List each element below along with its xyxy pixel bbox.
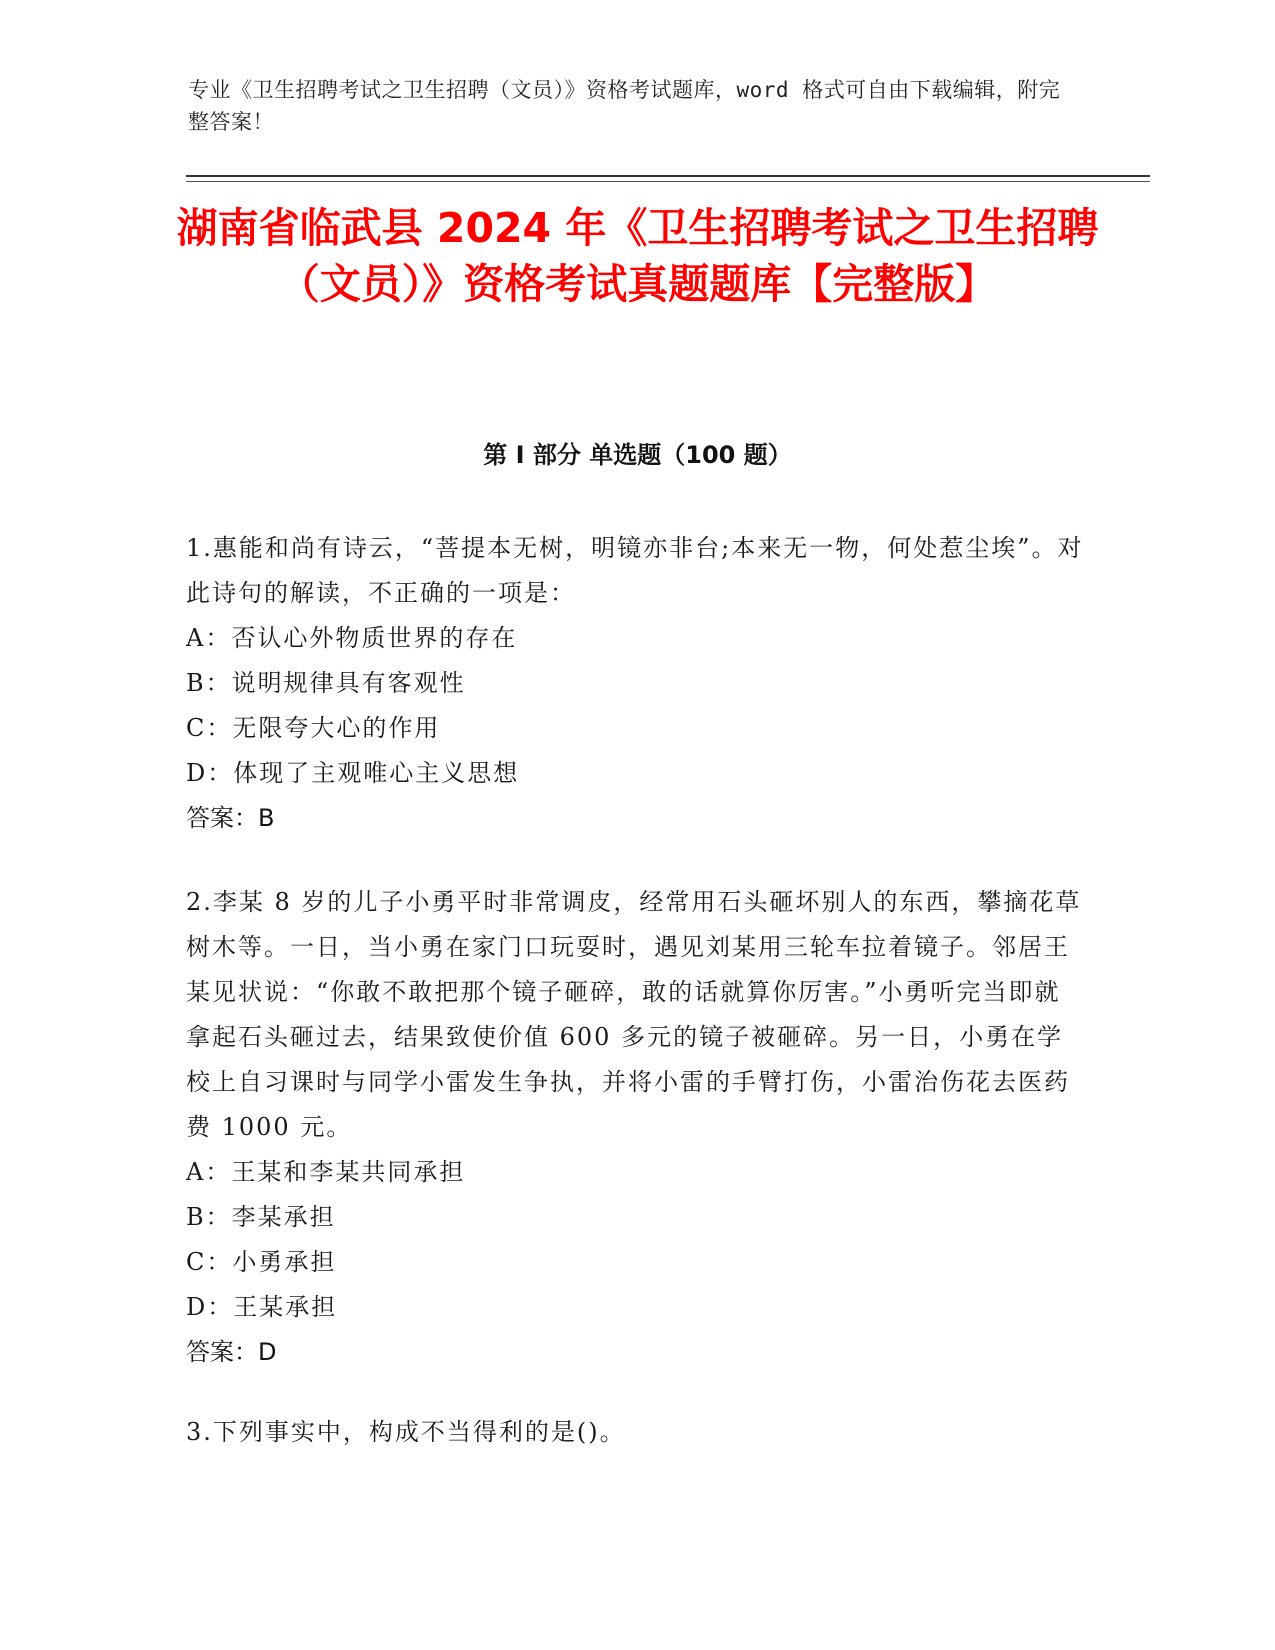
- option-c: C：无限夸大心的作用: [186, 714, 441, 742]
- question-stem: 1.惠能和尚有诗云，“菩提本无树，明镜亦非台;本来无一物，何处惹尘埃”。对此诗句的解读，不正确的一项是：: [186, 534, 1084, 607]
- answer: 答案：B: [186, 804, 275, 832]
- header-divider-thin: [186, 181, 1150, 182]
- option-a: A：王某和李某共同承担: [186, 1158, 466, 1186]
- option-d: D：王某承担: [186, 1293, 338, 1321]
- question-stem: 2.李某 8 岁的儿子小勇平时非常调皮，经常用石头砸坏别人的东西，攀摘花草树木等。一日，当小勇在家门口玩耍时，遇见刘某用三轮车拉着镜子。邻居王某见状说：“你敢不敢把那个镜子砸碎，敢的话就算你厉害。”小勇听完当即就拿起石头砸过去，结果致使价值 600 多元的镜子被砸碎。另一日，小勇在学校上自习课时与同学小雷发生争执，并将小雷的手臂打伤，小雷治伤花去医药费 1000 元。: [186, 888, 1082, 1141]
- option-c: C：小勇承担: [186, 1248, 337, 1276]
- header-note: 专业《卫生招聘考试之卫生招聘（文员）》资格考试题库，word 格式可自由下载编辑，附完整答案！: [188, 78, 1061, 134]
- option-b: B：说明规律具有客观性: [186, 669, 466, 697]
- question-1: [186, 526, 1086, 841]
- option-d: D：体现了主观唯心主义思想: [186, 759, 520, 787]
- question-2: [186, 880, 1086, 1375]
- document-title: 湖南省临武县 2024 年《卫生招聘考试之卫生招聘（文员）》资格考试真题题库【完整版】: [176, 204, 1099, 308]
- section-heading: 第 I 部分 单选题（100 题）: [483, 441, 792, 469]
- option-b: B：李某承担: [186, 1203, 336, 1231]
- question-3: [186, 1410, 1086, 1455]
- header-divider-thick: [186, 175, 1150, 177]
- answer: 答案：D: [186, 1338, 277, 1366]
- option-a: A：否认心外物质世界的存在: [186, 624, 518, 652]
- question-stem: 3.下列事实中，构成不当得利的是()。: [186, 1418, 626, 1446]
